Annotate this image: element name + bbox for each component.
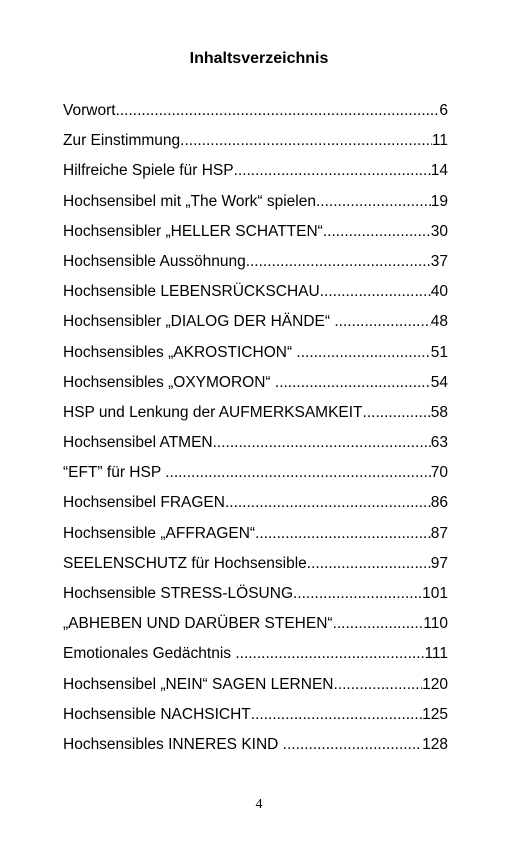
dot-leader bbox=[251, 703, 422, 727]
toc-entry-page: 111 bbox=[424, 645, 448, 663]
dot-leader bbox=[323, 220, 431, 244]
toc-entry bbox=[63, 280, 448, 310]
toc-entry-page: 37 bbox=[430, 252, 448, 270]
toc-entry bbox=[63, 99, 448, 129]
toc-entry bbox=[63, 522, 448, 552]
dot-leader bbox=[296, 341, 430, 365]
toc-entry bbox=[63, 220, 448, 250]
toc-entry bbox=[63, 250, 448, 280]
toc-entry bbox=[63, 341, 448, 371]
toc-entry bbox=[63, 642, 448, 672]
toc-entry-title: Hochsensible „AFFRAGEN“ bbox=[63, 524, 256, 542]
toc-entry-page: 63 bbox=[430, 434, 448, 452]
toc-entry bbox=[63, 673, 448, 703]
toc-entry-page: 54 bbox=[430, 373, 448, 391]
dot-leader bbox=[283, 733, 422, 757]
toc-entry-title: Hochsensibles „AKROSTICHON“ bbox=[63, 343, 297, 361]
dot-leader bbox=[333, 673, 422, 697]
table-of-contents bbox=[63, 99, 448, 763]
toc-entry bbox=[63, 401, 448, 431]
toc-entry-title: Hochsensibel mit „The Work“ spielen bbox=[63, 192, 316, 210]
toc-entry bbox=[63, 612, 448, 642]
toc-entry-page: 11 bbox=[431, 132, 448, 150]
toc-entry-title: Hochsensibel FRAGEN bbox=[63, 494, 225, 512]
page-number: 4 bbox=[255, 797, 263, 812]
toc-entry-page: 101 bbox=[422, 585, 448, 602]
toc-entry bbox=[63, 491, 448, 521]
toc-entry-page: 97 bbox=[430, 554, 448, 572]
dot-leader bbox=[275, 371, 431, 395]
dot-leader bbox=[234, 159, 431, 183]
dot-leader bbox=[255, 522, 431, 546]
toc-entry-page: 86 bbox=[430, 494, 448, 512]
toc-entry-title: Hochsensibel ATMEN bbox=[63, 434, 213, 452]
dot-leader bbox=[225, 491, 431, 515]
toc-entry-title: SEELENSCHUTZ für Hochsensible bbox=[63, 554, 307, 572]
dot-leader bbox=[180, 129, 432, 153]
dot-leader bbox=[333, 612, 424, 636]
dot-leader bbox=[293, 582, 422, 606]
toc-entry-title: HSP und Lenkung der AUFMERKSAMKEIT bbox=[63, 403, 363, 421]
toc-entry-title: Hilfreiche Spiele für HSP bbox=[63, 162, 234, 180]
dot-leader bbox=[363, 401, 431, 425]
toc-entry-page: 40 bbox=[430, 283, 448, 301]
toc-entry bbox=[63, 159, 448, 189]
toc-entry-title: Hochsensible LEBENSRÜCKSCHAU bbox=[63, 283, 320, 301]
toc-entry-title: „ABHEBEN UND DARÜBER STEHEN“ bbox=[63, 615, 333, 633]
dot-leader bbox=[320, 280, 431, 304]
toc-entry-title: Hochsensibel „NEIN“ SAGEN LERNEN bbox=[63, 675, 334, 693]
toc-entry-page: 70 bbox=[430, 464, 448, 482]
toc-entry-title: Hochsensibler „DIALOG DER HÄNDE“ bbox=[63, 313, 335, 331]
toc-entry-page: 48 bbox=[430, 313, 448, 331]
dot-leader bbox=[334, 310, 430, 334]
toc-entry-title: “EFT” für HSP bbox=[63, 464, 166, 482]
dot-leader bbox=[246, 250, 431, 274]
toc-entry-page: 125 bbox=[422, 705, 448, 723]
toc-entry bbox=[63, 733, 448, 763]
toc-entry-page: 6 bbox=[439, 102, 448, 119]
dot-leader bbox=[235, 642, 424, 666]
toc-entry-page: 110 bbox=[423, 615, 448, 633]
toc-entry bbox=[63, 190, 448, 220]
dot-leader bbox=[213, 431, 431, 455]
toc-entry-page: 58 bbox=[430, 403, 448, 421]
toc-entry-title: Hochsensibles INNERES KIND bbox=[63, 735, 283, 753]
toc-entry-title: Vorwort bbox=[63, 102, 116, 119]
toc-entry bbox=[63, 582, 448, 612]
toc-entry bbox=[63, 371, 448, 401]
toc-entry-title: Hochsensible STRESS-LÖSUNG bbox=[63, 585, 293, 602]
toc-entry-page: 87 bbox=[430, 524, 448, 542]
dot-leader bbox=[307, 552, 431, 576]
dot-leader bbox=[116, 99, 440, 123]
toc-entry bbox=[63, 703, 448, 733]
toc-entry bbox=[63, 461, 448, 491]
toc-entry-page: 30 bbox=[430, 222, 448, 240]
toc-entry-title: Hochsensibler „HELLER SCHATTEN“ bbox=[63, 222, 323, 240]
toc-entry-title: Hochsensible NACHSICHT bbox=[63, 705, 251, 723]
page-title: Inhaltsverzeichnis bbox=[189, 50, 329, 67]
toc-entry-page: 51 bbox=[430, 343, 448, 361]
toc-entry-title: Hochsensible Aussöhnung bbox=[63, 252, 246, 270]
toc-entry bbox=[63, 310, 448, 340]
toc-entry bbox=[63, 431, 448, 461]
dot-leader bbox=[316, 190, 431, 214]
toc-entry-page: 14 bbox=[430, 162, 448, 180]
dot-leader bbox=[165, 461, 431, 485]
toc-entry-page: 120 bbox=[422, 675, 448, 693]
toc-entry-page: 128 bbox=[422, 735, 448, 753]
toc-entry-title: Emotionales Gedächtnis bbox=[63, 645, 236, 663]
toc-entry bbox=[63, 129, 448, 159]
toc-entry-title: Zur Einstimmung bbox=[63, 132, 181, 150]
toc-entry-title: Hochsensibles „OXYMORON“ bbox=[63, 373, 275, 391]
toc-entry bbox=[63, 552, 448, 582]
toc-entry-page: 19 bbox=[430, 192, 448, 210]
